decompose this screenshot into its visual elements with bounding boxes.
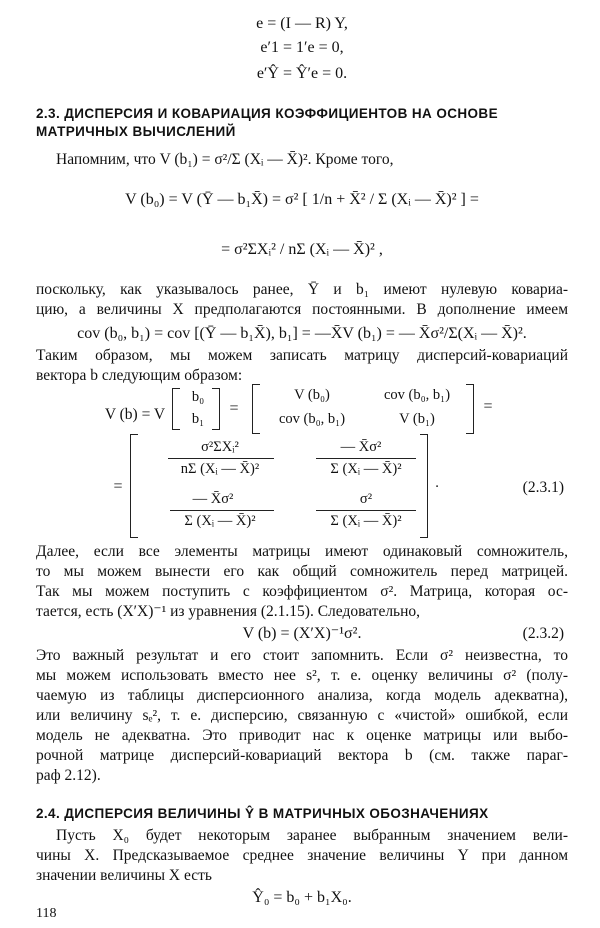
matrix-right-bracket	[466, 384, 474, 434]
matrix-cell: V (b₀)	[294, 387, 330, 403]
paragraph-line: поскольку, как указывалось ранее, Ȳ и b₁ имеют нулевую ковариа-	[36, 281, 568, 298]
fraction-bar	[170, 510, 274, 511]
paragraph-line: Напомним, что V (b₁) = σ²/Σ (Xᵢ — X̄)². Кроме того,	[56, 151, 394, 168]
paragraph-line: тается, есть (X′X)⁻¹ из уравнения (2.1.15). Следовательно,	[36, 603, 421, 620]
equation-variance-b0-result: = σ²ΣXᵢ² / nΣ (Xᵢ — X̄)² ,	[221, 241, 383, 258]
matrix-fraction-numerator: σ²	[359, 491, 373, 507]
paragraph-line: Так мы можем поступить с коэффициентом σ². Матрица, которая ос-	[36, 583, 568, 600]
vector-b1: b₁	[191, 411, 205, 427]
paragraph-line: рочной матрице дисперсий-ковариаций вектора b (см. также параг-	[36, 747, 568, 764]
matrix-left-bracket	[130, 434, 138, 538]
paragraph-line: или величину sₑ², т. е. дисперсию, связанную с «чистой» ошибкой, если	[36, 707, 568, 724]
fraction-bar	[316, 510, 416, 511]
equation-number-2-3-1: (2.3.1)	[522, 479, 564, 496]
matrix-right-bracket	[420, 434, 428, 538]
paragraph-line: цию, а величины X предполагаются постоянными. В дополнение имеем	[36, 301, 568, 318]
page-number: 118	[36, 906, 57, 921]
equals-sign: =	[113, 478, 123, 495]
matrix-cell: V (b₁)	[399, 411, 435, 427]
paragraph-line: модель не адекватна. Это приводит нас к оценке матрицы или выбо-	[36, 727, 568, 744]
section-heading-2-3-line2: МАТРИЧНЫХ ВЫЧИСЛЕНИЙ	[36, 124, 236, 139]
equation-variance-b: V (b) = (X′X)⁻¹σ².	[242, 625, 362, 642]
equals-sign: =	[483, 398, 493, 415]
equation-e-prime-1: e′1 = 1′e = 0,	[260, 39, 344, 56]
matrix-fraction-numerator: — X̄σ²	[340, 439, 382, 455]
equation-y0: Ŷ₀ = b₀ + b₁X₀.	[252, 889, 352, 906]
equation-number-2-3-2: (2.3.2)	[522, 625, 564, 642]
paragraph-line: то мы можем вынести его как общий сомножитель перед матрицей.	[36, 563, 568, 580]
paragraph-line: мы можем использовать вместо нее s², т. е. оценку величины σ² (полу-	[36, 667, 568, 684]
matrix-cell: cov (b₀, b₁)	[278, 411, 346, 427]
equation-e: e = (I — R) Y,	[256, 15, 348, 32]
equation-e-prime-y: e′Ŷ = Ŷ′e = 0.	[256, 65, 348, 82]
equation-covariance: cov (b₀, b₁) = cov [(Ȳ — b₁X̄), b₁] = —X̄V (b₁) = — X̄σ²/Σ(Xᵢ — X̄)².	[77, 325, 527, 342]
fraction-bar	[316, 458, 416, 459]
vector-right-paren	[212, 388, 220, 430]
paragraph-line: вектора b следующим образом:	[36, 367, 243, 384]
paragraph-line: чины X. Предсказываемое среднее значение величины Y при данном	[36, 847, 568, 864]
matrix-fraction-denominator: Σ (Xᵢ — X̄)²	[184, 513, 256, 529]
paragraph-line: значении величины X есть	[36, 867, 212, 884]
paragraph-line: Таким образом, мы можем записать матрицу дисперсий-ковариаций	[36, 347, 568, 364]
matrix-fraction-denominator: Σ (Xᵢ — X̄)²	[330, 513, 402, 529]
matrix-fraction-numerator: — X̄σ²	[192, 491, 234, 507]
matrix-left-bracket	[252, 384, 260, 434]
paragraph-line: чаемую из таблицы дисперсионного анализа, когда модель адекватна),	[36, 687, 568, 704]
matrix-lhs: V (b) = V	[104, 406, 166, 423]
paragraph-line: Пусть X₀ будет некоторым заранее выбранным значением вели-	[56, 827, 568, 844]
equals-sign: =	[229, 400, 239, 417]
matrix-fraction-denominator: nΣ (Xᵢ — X̄)²	[180, 461, 260, 477]
period: .	[435, 475, 439, 491]
matrix-cell: cov (b₀, b₁)	[383, 387, 451, 403]
fraction-bar	[168, 458, 274, 459]
matrix-fraction-denominator: Σ (Xᵢ — X̄)²	[330, 461, 402, 477]
paragraph-line: раф 2.12).	[36, 767, 101, 784]
matrix-fraction-numerator: σ²ΣXᵢ²	[201, 439, 239, 455]
paragraph-line: Далее, если все элементы матрицы имеют одинаковый сомножитель,	[36, 543, 568, 560]
equation-variance-b0: V (b₀) = V (Ȳ — b₁X̄) = σ² [ 1/n + X̄² / Σ (Xᵢ — X̄)² ] =	[125, 191, 479, 208]
section-heading-2-4: 2.4. ДИСПЕРСИЯ ВЕЛИЧИНЫ Ŷ В МАТРИЧНЫХ ОБОЗНАЧЕНИЯХ	[36, 806, 489, 821]
section-heading-2-3-line1: 2.3. ДИСПЕРСИЯ И КОВАРИАЦИЯ КОЭФФИЦИЕНТОВ НА ОСНОВЕ	[36, 106, 498, 121]
paragraph-line: Это важный результат и его стоит запомнить. Если σ² неизвестна, то	[36, 647, 568, 664]
vector-b0: b₀	[191, 389, 205, 405]
